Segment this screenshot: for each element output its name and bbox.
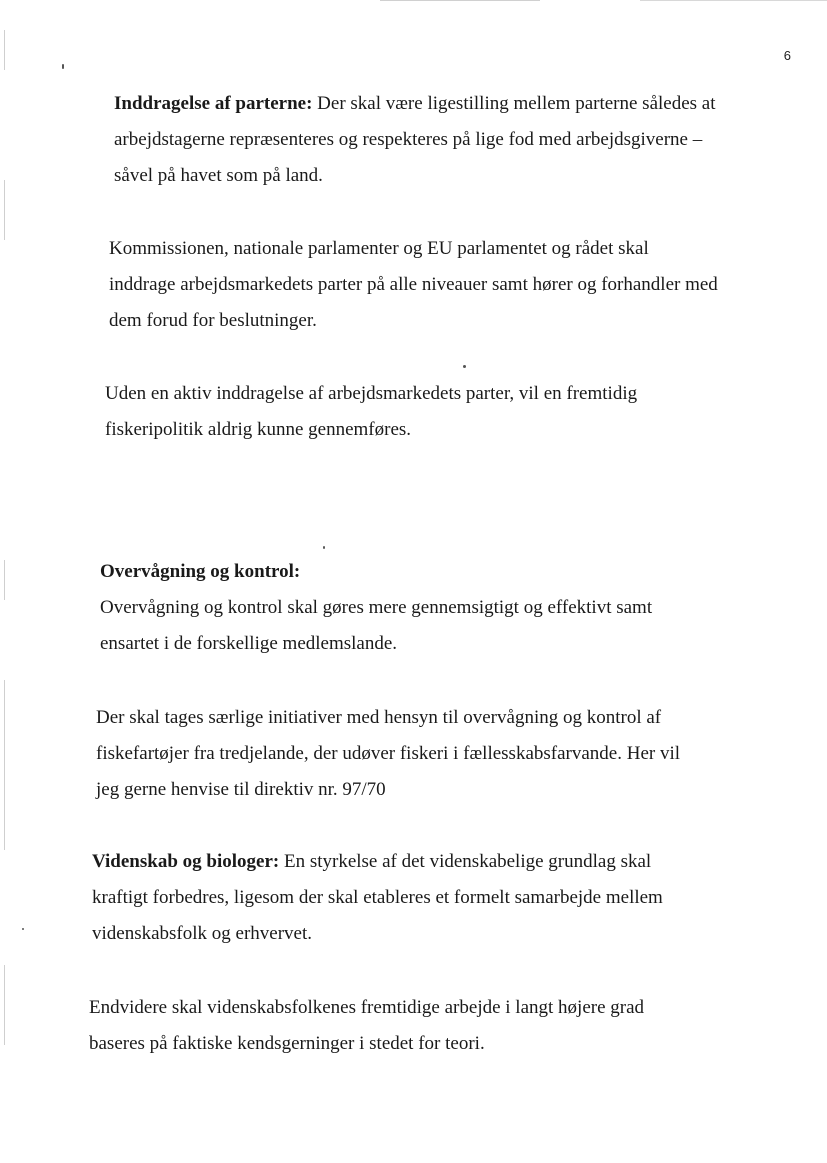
paragraph-initiativer	[96, 700, 680, 808]
paragraph-line: Kommissionen, nationale parlamenter og EU parlamentet og rådet skal	[109, 238, 649, 259]
paragraph-line: inddrage arbejdsmarkedets parter på alle niveauer samt hører og forhandler med	[109, 274, 718, 295]
scan-speck	[62, 64, 64, 69]
paragraph-line: kraftigt forbedres, ligesom der skal etableres et formelt samarbejde mellem	[92, 887, 663, 908]
scan-edge-artifact	[4, 680, 5, 850]
paragraph-kommissionen	[109, 231, 718, 339]
page-number: 6	[783, 48, 791, 63]
paragraph-line: Der skal være ligestilling mellem parterne således at	[317, 93, 716, 114]
scan-edge-artifact	[640, 0, 827, 1]
paragraph-line: Der skal tages særlige initiativer med hensyn til overvågning og kontrol af	[96, 707, 662, 728]
scan-edge-artifact	[380, 0, 540, 1]
paragraph-line: baseres på faktiske kendsgerninger i stedet for teori.	[89, 1033, 485, 1054]
section-heading-overvaagning: Overvågning og kontrol:	[100, 561, 301, 582]
scan-edge-artifact	[4, 560, 5, 600]
paragraph-line: fiskefartøjer fra tredjelande, der udøver fiskeri i fællesskabsfarvande. Her vil	[96, 743, 681, 764]
scan-speck	[323, 546, 325, 549]
paragraph-overvaagning	[100, 554, 652, 662]
paragraph-uden	[105, 376, 637, 448]
paragraph-line: Endvidere skal videnskabsfolkenes fremtidige arbejde i langt højere grad	[89, 997, 645, 1018]
paragraph-line: dem forud for beslutninger.	[109, 310, 317, 331]
paragraph-endvidere	[89, 990, 644, 1062]
scan-speck	[22, 928, 24, 930]
section-heading-videnskab: Videnskab og biologer:	[92, 851, 280, 872]
paragraph-videnskab	[92, 844, 663, 952]
paragraph-line: arbejdstagerne repræsenteres og respekteres på lige fod med arbejdsgiverne –	[114, 129, 703, 150]
scan-edge-artifact	[4, 965, 5, 1045]
paragraph-line: videnskabsfolk og erhvervet.	[92, 923, 313, 944]
paragraph-line: Uden en aktiv inddragelse af arbejdsmarkedets parter, vil en fremtidig	[105, 383, 638, 404]
paragraph-line: fiskeripolitik aldrig kunne gennemføres.	[105, 419, 412, 440]
paragraph-inddragelse	[114, 86, 716, 194]
scan-edge-artifact	[4, 30, 5, 70]
scan-speck	[463, 365, 466, 368]
paragraph-line: ensartet i de forskellige medlemslande.	[100, 633, 398, 654]
scan-edge-artifact	[4, 180, 5, 240]
section-heading-inddragelse: Inddragelse af parterne:	[114, 93, 313, 114]
paragraph-line: Overvågning og kontrol skal gøres mere gennemsigtigt og effektivt samt	[100, 597, 653, 618]
paragraph-line: En styrkelse af det videnskabelige grundlag skal	[283, 851, 652, 872]
paragraph-line: såvel på havet som på land.	[114, 165, 323, 186]
paragraph-line: jeg gerne henvise til direktiv nr. 97/70	[96, 779, 386, 800]
